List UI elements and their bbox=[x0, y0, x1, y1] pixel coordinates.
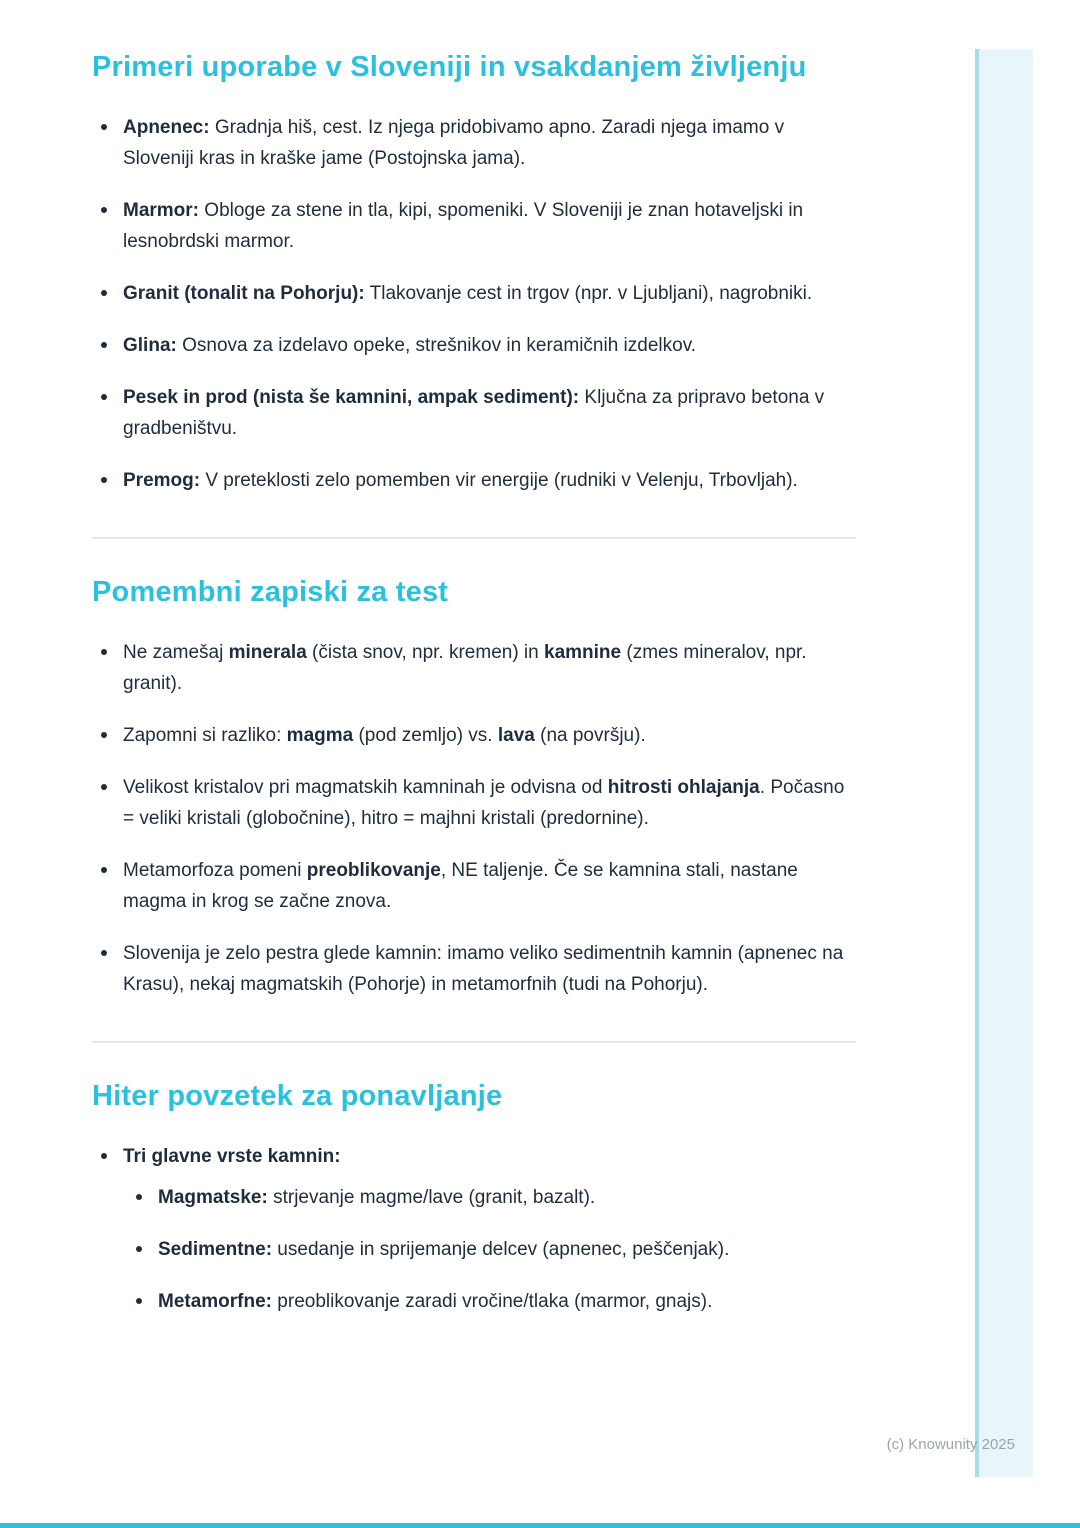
bullet-item bbox=[92, 278, 856, 309]
sub-bullet-list bbox=[127, 1182, 856, 1317]
copyright-footer: (c) Knowunity 2025 bbox=[886, 1436, 1015, 1453]
bullet-dot-icon bbox=[136, 1194, 142, 1200]
section-title-3: Hiter povzetek za ponavljanje bbox=[92, 1080, 503, 1112]
bullet-dot-icon bbox=[101, 784, 107, 790]
bullet-dot-icon bbox=[136, 1246, 142, 1252]
bullet-text: Ne zamešaj minerala (čista snov, npr. kremen) in kamnine (zmes mineralov, npr. granit). bbox=[123, 642, 807, 694]
bullet-item bbox=[92, 1141, 856, 1317]
bullet-dot-icon bbox=[101, 477, 107, 483]
bullet-dot-icon bbox=[136, 1298, 142, 1304]
bullet-item bbox=[92, 855, 856, 917]
bullet-dot-icon bbox=[101, 950, 107, 956]
bullet-text: Zapomni si razliko: magma (pod zemljo) vs. lava (na površju). bbox=[123, 725, 646, 746]
section-title-2: Pomembni zapiski za test bbox=[92, 576, 449, 608]
bullet-dot-icon bbox=[101, 342, 107, 348]
bullet-list bbox=[92, 637, 856, 1000]
notes-content bbox=[92, 0, 856, 1317]
bullet-item bbox=[92, 330, 856, 361]
bullet-text: Slovenija je zelo pestra glede kamnin: imamo veliko sedimentnih kamnin (apnenec na Krasu), nekaj magmatskih (Pohorje) in metamorfnih (tudi na Pohorju). bbox=[123, 943, 844, 995]
bullet-dot-icon bbox=[101, 124, 107, 130]
right-accent-bar bbox=[975, 49, 1033, 1477]
bullet-item bbox=[92, 465, 856, 496]
sub-bullet-item bbox=[127, 1182, 856, 1213]
section-title-1: Primeri uporabe v Sloveniji in vsakdanjem življenju bbox=[92, 51, 807, 83]
bullet-text: Magmatske: strjevanje magme/lave (granit, bazalt). bbox=[158, 1187, 596, 1208]
bullet-list bbox=[92, 112, 856, 496]
section-divider bbox=[92, 537, 856, 539]
bullet-item bbox=[92, 112, 856, 174]
bullet-text: Metamorfoza pomeni preoblikovanje, NE taljenje. Če se kamnina stali, nastane magma in krog se začne znova. bbox=[123, 860, 798, 912]
bullet-text: Metamorfne: preoblikovanje zaradi vročine/tlaka (marmor, gnajs). bbox=[158, 1291, 713, 1312]
bullet-dot-icon bbox=[101, 867, 107, 873]
sub-bullet-item bbox=[127, 1286, 856, 1317]
section-divider bbox=[92, 1041, 856, 1043]
bullet-item bbox=[92, 637, 856, 699]
bullet-dot-icon bbox=[101, 207, 107, 213]
bullet-dot-icon bbox=[101, 1153, 107, 1159]
bullet-text: Apnenec: Gradnja hiš, cest. Iz njega pridobivamo apno. Zaradi njega imamo v Sloveniji kras in kraške jame (Postojnska jama). bbox=[123, 117, 785, 169]
bullet-list bbox=[92, 1141, 856, 1317]
bottom-accent-bar bbox=[0, 1523, 1080, 1528]
bullet-item bbox=[92, 938, 856, 1000]
bullet-text: Sedimentne: usedanje in sprijemanje delcev (apnenec, peščenjak). bbox=[158, 1239, 730, 1260]
bullet-dot-icon bbox=[101, 649, 107, 655]
bullet-item bbox=[92, 772, 856, 834]
bullet-text: Marmor: Obloge za stene in tla, kipi, spomeniki. V Sloveniji je znan hotaveljski in lesnobrdski marmor. bbox=[123, 200, 804, 252]
sub-bullet-item bbox=[127, 1234, 856, 1265]
bullet-text: Tri glavne vrste kamnin: bbox=[123, 1146, 341, 1167]
bullet-text: Pesek in prod (nista še kamnini, ampak sediment): Ključna za pripravo betona v gradbeništvu. bbox=[123, 387, 825, 439]
bullet-item bbox=[92, 720, 856, 751]
bullet-text: Premog: V preteklosti zelo pomemben vir energije (rudniki v Velenju, Trbovljah). bbox=[123, 470, 798, 491]
bullet-text: Velikost kristalov pri magmatskih kamninah je odvisna od hitrosti ohlajanja. Počasno = veliki kristali (globočnine), hitro = majhni kristali (predornine). bbox=[123, 777, 845, 829]
bullet-dot-icon bbox=[101, 394, 107, 400]
bullet-item bbox=[92, 195, 856, 257]
bullet-dot-icon bbox=[101, 290, 107, 296]
bullet-text: Glina: Osnova za izdelavo opeke, strešnikov in keramičnih izdelkov. bbox=[123, 335, 697, 356]
bullet-text: Granit (tonalit na Pohorju): Tlakovanje cest in trgov (npr. v Ljubljani), nagrobniki. bbox=[123, 283, 813, 304]
bullet-dot-icon bbox=[101, 732, 107, 738]
bullet-item bbox=[92, 382, 856, 444]
